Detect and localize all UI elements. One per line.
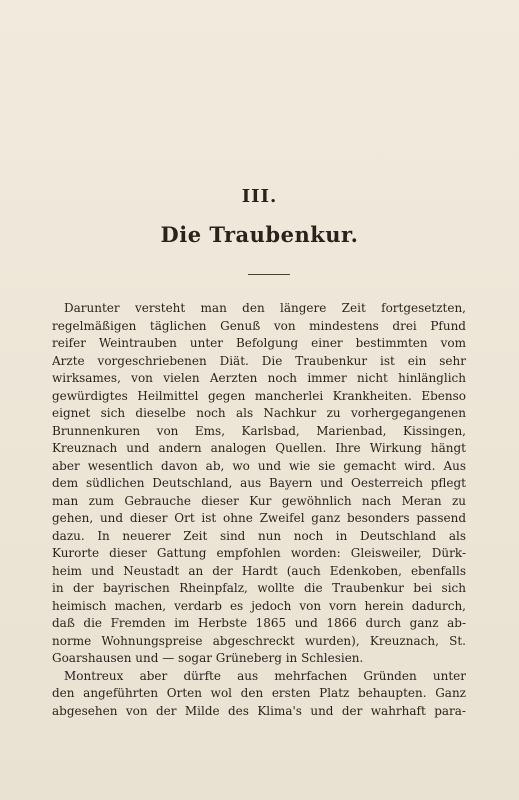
title-divider [248,274,290,275]
text-line: daß die Fremden im Herbste 1865 und 1866 durch ganz ab- [52,616,466,630]
text-line: dazu. In neuerer Zeit sind nun noch in Deutschland als [52,528,466,543]
body-text [52,300,466,720]
text-line: reifer Weintrauben unter Befolgung einer bestimmten vom [52,336,466,350]
text-line: Arzte vorgeschriebenen Diät. Die Traubenkur ist ein sehr [52,353,466,368]
text-line: Darunter versteht man den längere Zeit fortgesetzten, [64,301,466,315]
text-line: den angeführten Orten wol den ersten Platz behaupten. Ganz [52,686,466,700]
text-line: norme Wohnungspreise abgeschreckt wurden), Kreuznach, St. [52,633,466,648]
text-line: Goarshausen und — sogar Grüneberg in Schlesien. [52,651,364,665]
text-line: Kreuznach und andern analogen Quellen. Ihre Wirkung hängt [52,441,466,455]
chapter-number: III. [241,186,278,207]
text-line: Brunnenkuren von Ems, Karlsbad, Marienbad, Kissingen, [52,423,466,438]
text-line: heimisch machen, verdarb es jedoch von vorn herein dadurch, [52,598,466,613]
text-line: gewürdigtes Heilmittel gegen mancherlei Krankheiten. Ebenso [52,388,466,403]
text-line: Montreux aber dürfte aus mehrfachen Gründen unter [64,668,466,683]
text-line: aber wesentlich davon ab, wo und wie sie gemacht wird. Aus [52,458,466,473]
text-line: gehen, und dieser Ort ist ohne Zweifel ganz besonders passend [52,511,466,525]
text-line: in der bayrischen Rheinpfalz, wollte die Traubenkur bei sich [52,581,466,595]
text-line: abgesehen von der Milde des Klima's und der wahrhaft para- [52,703,466,718]
text-line: wirksames, von vielen Aerzten noch immer nicht hinlänglich [52,371,466,385]
text-line: eignet sich dieselbe noch als Nachkur zu vorhergegangenen [52,406,466,420]
text-line: regelmäßigen täglichen Genuß von mindestens drei Pfund [52,318,466,333]
text-line: man zum Gebrauche dieser Kur gewöhnlich nach Meran zu [52,493,466,508]
text-line: dem südlichen Deutschland, aus Bayern und Oesterreich pflegt [52,476,466,490]
text-line: Kurorte dieser Gattung empfohlen worden: Gleisweiler, Dürk- [52,546,466,560]
text-line: heim und Neustadt an der Hardt (auch Edenkoben, ebenfalls [52,563,466,578]
chapter-title: Die Traubenkur. [160,222,359,247]
